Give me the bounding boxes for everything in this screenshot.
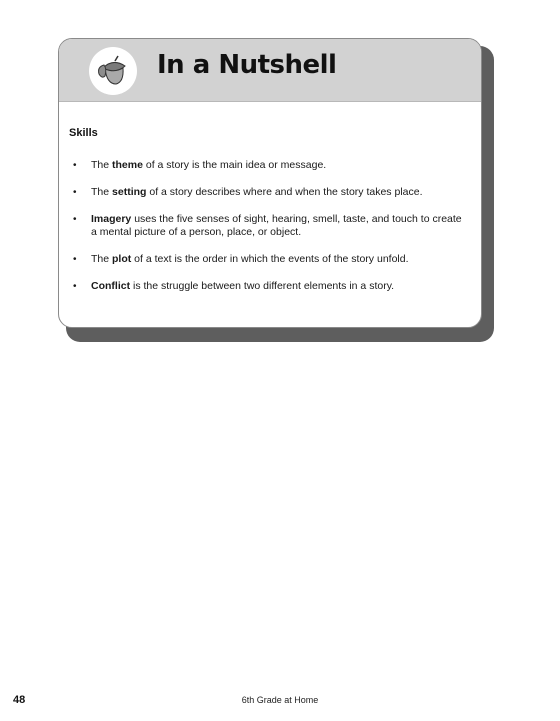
list-item: • The plot of a text is the order in which the events of the story unfold. [73,253,409,265]
acorn-badge [89,47,137,95]
skills-heading: Skills [69,127,98,139]
bullet: • [73,214,77,225]
bullet: • [73,254,77,265]
list-item: • Conflict is the struggle between two different elements in a story. [73,280,395,292]
term-conflict: Conflict [91,280,131,292]
bullet: • [73,160,77,171]
list-item: • Imagery uses the five senses of sight, hearing, smell, taste, and touch to create a mental picture of a person, place, or object. [73,213,462,238]
term-setting: setting [112,186,147,198]
list-item: • The setting of a story describes where and when the story takes place. [73,186,423,198]
bullet: • [73,187,77,198]
bullet: • [73,281,77,292]
card-header [59,39,481,102]
term-plot: plot [112,253,132,265]
term-theme: theme [112,159,143,171]
nutshell-card [58,38,482,328]
page-number: 48 [13,694,26,706]
acorn-icon [95,54,131,88]
card-title: In a Nutshell [157,50,337,80]
term-imagery: Imagery [91,213,132,225]
list-item: • The theme of a story is the main idea or message. [73,159,327,171]
footer-book-title: 6th Grade at Home [241,695,319,705]
skills-list [69,159,469,307]
